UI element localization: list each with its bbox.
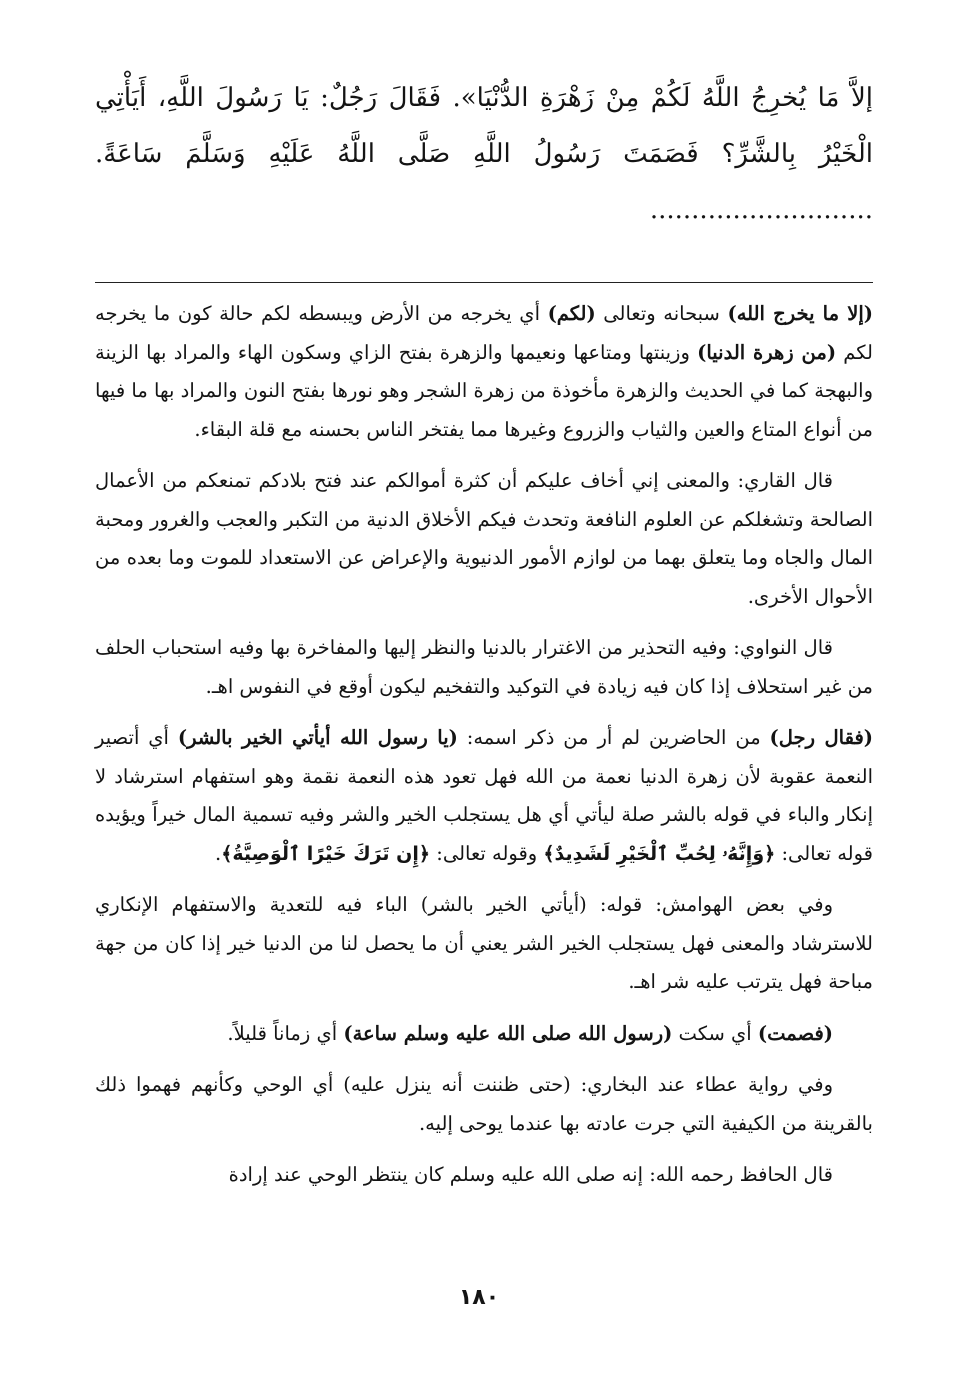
- page-number: ١٨٠: [458, 1285, 500, 1310]
- hadith-matn: إلاَّ مَا يُخرِجُ اللَّهُ لَكُمْ مِنْ زَهْرَةِ الدُّنْيَا». فَقَالَ رَجُلٌ: يَا رَسُولَ اللَّهِ، أَيَأْتِي الْخَيْرُ بِالشَّرِّ؟ فَصَمَتَ رَسُولُ اللَّهِ صَلَّى اللَّهُ عَلَيْهِ وَسَلَّمَ سَاعَةً.: [95, 83, 873, 169]
- commentary-paragraph-5: وفي بعض الهوامش: قوله: (أيأتي الخير بالشر) الباء فيه للتعدية والاستفهام الإنكاري للاسترشاد والمعنى فهل يستجلب الخير الشر يعني أن ما يحصل لنا من الدنيا خير إذا كان من جهة مباحة فهل يترتب عليه شر اهـ.: [95, 893, 873, 993]
- commentary-text: من الحاضرين لم أر من ذكر اسمه:: [457, 726, 770, 749]
- commentary-paragraph-1: [95, 295, 873, 449]
- quran-verse: ﴿وَإِنَّهُۥ لِحُبِّ ٱلْخَيْرِ لَشَدِيدٌ﴾: [543, 842, 776, 865]
- quoted-phrase: (فقال رجل): [769, 726, 873, 749]
- quoted-phrase: (إلا ما يخرج الله): [727, 302, 873, 325]
- page-body: [95, 70, 873, 1208]
- commentary-paragraph-4: [95, 719, 873, 873]
- quoted-phrase: (من زهرة الدنيا): [697, 340, 837, 364]
- commentary-paragraph-2: قال القاري: والمعنى إني أخاف عليكم أن كثرة أموالكم عند فتح بلادكم تمنعكم من الأعمال الصالحة وتشغلكم عن العلوم النافعة وتحدث فيكم الأخلاق الدنية من التكبر والعجب والغرور ومحبة المال والجاه وما يتعلق بهما من لوازم الأمور الدنيوية والإعراض عن الاستعداد للموت وما بعده من الأحوال الأخرى.: [95, 469, 873, 608]
- commentary-paragraph-6: [95, 1015, 873, 1054]
- commentary-paragraph-3: قال النواوي: وفيه التحذير من الاغترار بالدنيا والنظر إليها والمفاخرة بها وفيه استحباب الحلف من غير استحلاف إذا كان فيه زيادة في التوكيد والتفخيم ليكون أوقع في النفوس اهـ.: [95, 636, 873, 698]
- commentary-text: وزينتها ومتاعها ونعيمها والزهرة بفتح الزاي وسكون الهاء والمراد بها الزينة والبهجة كما في الحديث والزهرة مأخوذة من زهرة الشجر وهو نورها بفتح النون والمراد بها ما فيها من أنواع المتاع والعين والثياب والزروع وغيرها مما يفتخر الناس بحسنه مع قلة البقاء.: [95, 340, 873, 441]
- commentary-paragraph-8: قال الحافظ رحمه الله: إنه صلى الله عليه وسلم كان ينتظر الوحي عند إرادة: [228, 1163, 833, 1186]
- hadith-text: [95, 70, 873, 238]
- commentary-text: .: [215, 841, 222, 865]
- commentary-text: أي زماناً قليلاً.: [227, 1021, 344, 1045]
- commentary-text: سبحانه وتعالى: [595, 302, 728, 325]
- quoted-phrase: (لكم): [547, 302, 596, 325]
- commentary-paragraph-7: وفي رواية عطاء عند البخاري: (حتى ظننت أنه ينزل عليه) أي الوحي وكأنهم فهموا ذلك بالقرينة من الكيفية التي جرت عادته بها عندما يوحى إليه.: [95, 1073, 873, 1135]
- quoted-phrase: (يا رسول الله أيأتي الخير بالشر): [177, 726, 458, 749]
- footnote-divider: [95, 282, 873, 283]
- commentary-text: أي سكت: [672, 1021, 758, 1045]
- commentary: [95, 295, 873, 1195]
- commentary-text: أي أتصير النعمة عقوبة لأن زهرة الدنيا نعمة من الله فهل تعود هذه النعمة نقمة وهو استفهام استرشاد لا إنكار والباء في قوله بالشر صلة ليأتي أي هل يستجلب الخير والشر وفيه تسمية المال خيراً ويؤيده قوله تعالى:: [95, 726, 873, 865]
- quoted-phrase: (رسول الله صلى الله عليه وسلم ساعة): [343, 1021, 673, 1045]
- continuation-dots: ...........................: [649, 195, 873, 225]
- quran-verse: ﴿إِن تَرَكَ خَيْرًا ٱلْوَصِيَّةُ﴾: [221, 842, 431, 865]
- commentary-text: وقوله تعالى:: [430, 841, 544, 865]
- quoted-phrase: (فصمت): [757, 1021, 833, 1045]
- commentary-text: أي يخرجه من الأرض ويبسطه لكم حالة كون ما يخرجه لكم: [95, 302, 873, 364]
